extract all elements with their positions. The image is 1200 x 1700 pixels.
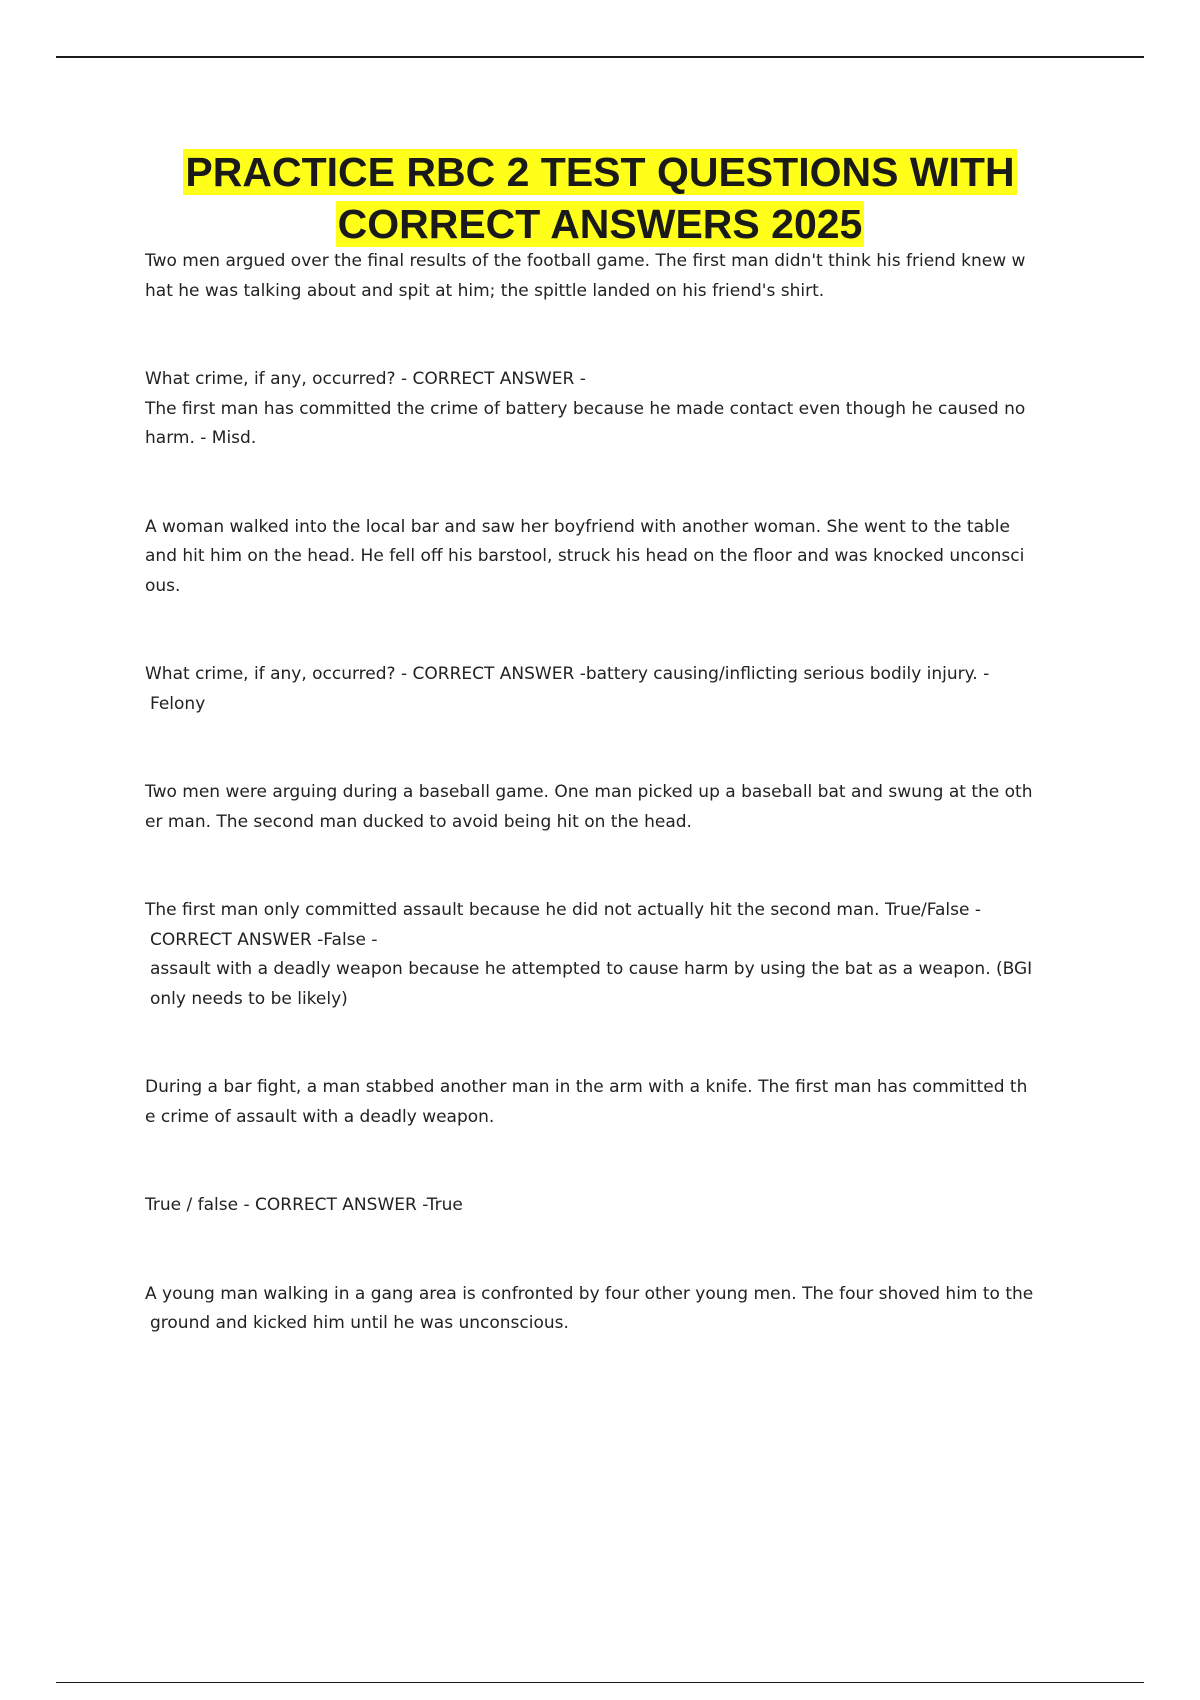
answer-paragraph: [145, 365, 1085, 454]
question-paragraph: [145, 513, 1085, 602]
text-line: er man. The second man ducked to avoid being hit on the head.: [145, 811, 692, 832]
text-line: During a bar fight, a man stabbed another man in the arm with a knife. The first man has committed th: [145, 1077, 1028, 1097]
text-line: Two men argued over the final results of the football game. The first man didn't think his friend knew w: [145, 251, 1026, 271]
question-paragraph: [145, 247, 1085, 306]
text-line: e crime of assault with a deadly weapon.: [145, 1106, 495, 1127]
title-line-2: CORRECT ANSWERS 2025: [337, 201, 863, 247]
text-line: A young man walking in a gang area is confronted by four other young men. The four shoved him to the: [145, 1283, 1034, 1304]
text-line: What crime, if any, occurred? - CORRECT ANSWER -: [145, 369, 586, 389]
text-line: ground and kicked him until he was unconscious.: [150, 1313, 569, 1333]
text-line: assault with a deadly weapon because he attempted to cause harm by using the bat as a weapon. (BGI: [150, 959, 1033, 979]
text-line: A woman walked into the local bar and saw her boyfriend with another woman. She went to the table: [145, 516, 1010, 537]
text-line: The first man has committed the crime of battery because he made contact even though he caused no: [145, 398, 1026, 419]
text-line: and hit him on the head. He fell off his barstool, struck his head on the floor and was knocked unconsci: [145, 546, 1025, 566]
text-line: True / false - CORRECT ANSWER -True: [145, 1195, 463, 1215]
text-line: Two men were arguing during a baseball game. One man picked up a baseball bat and swung at the oth: [145, 782, 1033, 802]
bottom-rule: [56, 1682, 1144, 1683]
text-line: harm. - Misd.: [145, 428, 257, 448]
text-line: only needs to be likely): [150, 988, 348, 1009]
document-body: [145, 247, 1085, 1339]
text-line: Felony: [150, 693, 206, 714]
question-paragraph: [145, 1073, 1085, 1132]
text-line: ous.: [145, 575, 181, 596]
text-line: The first man only committed assault because he did not actually hit the second man. True/False -: [145, 900, 981, 920]
question-paragraph: [145, 1280, 1085, 1339]
text-line: CORRECT ANSWER -False -: [150, 929, 378, 950]
title-line-1: PRACTICE RBC 2 TEST QUESTIONS WITH: [185, 149, 1015, 195]
answer-paragraph: [145, 896, 1085, 1014]
text-line: What crime, if any, occurred? - CORRECT ANSWER -battery causing/inflicting serious bodily injury. -: [145, 664, 990, 684]
top-rule: [56, 56, 1144, 58]
document-title: [0, 146, 1200, 250]
answer-paragraph: [145, 1191, 1085, 1221]
question-paragraph: [145, 778, 1085, 837]
text-line: hat he was talking about and spit at him; the spittle landed on his friend's shirt.: [145, 280, 825, 301]
answer-paragraph: [145, 660, 1085, 719]
